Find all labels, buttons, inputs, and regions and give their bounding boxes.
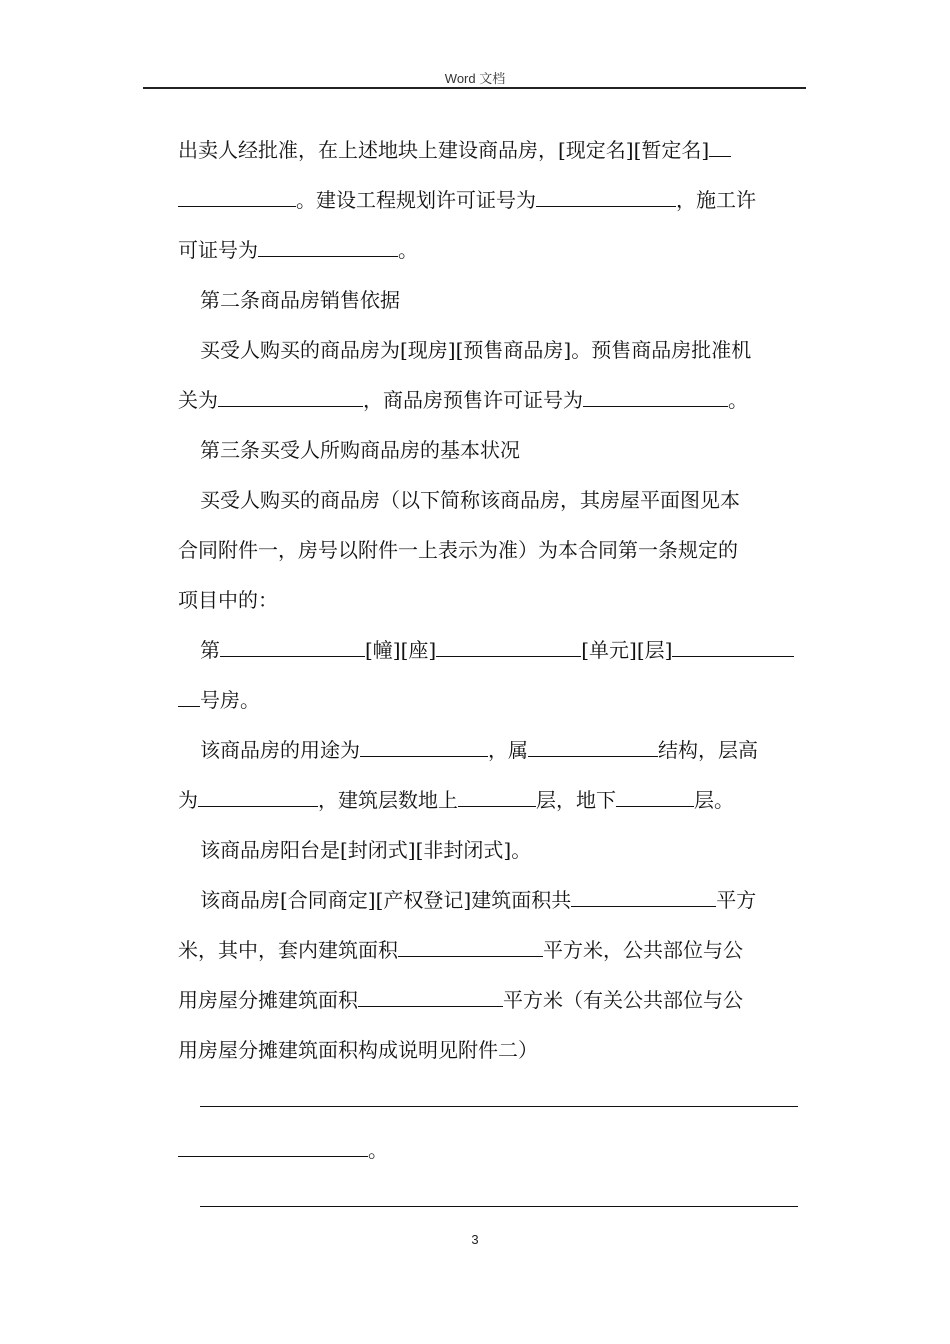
paragraph-line: 米，其中，套内建筑面积 平方米，公共部位与公 bbox=[178, 938, 743, 962]
blank-field bbox=[220, 636, 365, 657]
blank-field bbox=[536, 186, 676, 207]
blank-field bbox=[571, 886, 716, 907]
paragraph-line: 出卖人经批准，在上述地块上建设商品房，[现定名][暂定名] bbox=[178, 135, 808, 165]
blank-field bbox=[528, 736, 658, 757]
header-title: Word 文档 bbox=[444, 71, 506, 86]
section-heading: 第二条商品房销售依据 bbox=[200, 288, 400, 312]
blank-field bbox=[178, 686, 200, 707]
blank-field bbox=[200, 1086, 798, 1107]
paragraph-line: 买受人购买的商品房（以下简称该商品房，其房屋平面图见本 bbox=[200, 488, 740, 512]
blank-field bbox=[218, 386, 363, 407]
blank-field bbox=[358, 986, 503, 1007]
blank-field bbox=[583, 386, 728, 407]
blank-field bbox=[398, 936, 543, 957]
paragraph-line: 该商品房[合同商定][产权登记]建筑面积共 平方 bbox=[200, 888, 757, 912]
blank-field bbox=[178, 186, 296, 207]
section-heading: 第三条买受人所购商品房的基本状况 bbox=[200, 438, 520, 462]
paragraph-line bbox=[200, 1185, 808, 1215]
paragraph-line: 为 ，建筑层数地上 层，地下 层。 bbox=[178, 788, 734, 812]
paragraph-line: 该商品房的用途为 ，属 结构，层高 bbox=[200, 738, 758, 762]
blank-field bbox=[709, 136, 731, 157]
paragraph-line bbox=[200, 1085, 808, 1115]
blank-field bbox=[200, 1186, 798, 1207]
blank-field bbox=[436, 636, 581, 657]
blank-field bbox=[616, 786, 694, 807]
paragraph-line: 。建设工程规划许可证号为 ，施工许 bbox=[178, 185, 808, 215]
paragraph-line: 用房屋分摊建筑面积 平方米（有关公共部位与公 bbox=[178, 988, 743, 1012]
paragraph-line: 第 [幢][座] [单元][层] bbox=[200, 635, 808, 665]
paragraph-line: 。 bbox=[178, 1135, 808, 1165]
paragraph-line: 项目中的： bbox=[178, 588, 278, 612]
blank-field bbox=[360, 736, 488, 757]
blank-field bbox=[258, 236, 398, 257]
blank-field bbox=[198, 786, 318, 807]
paragraph-line: 买受人购买的商品房为[现房][预售商品房]。预售商品房批准机 bbox=[200, 338, 752, 362]
header-rule bbox=[143, 87, 806, 89]
paragraph-line: 可证号为 。 bbox=[178, 238, 418, 262]
blank-field bbox=[178, 1136, 368, 1157]
paragraph-line: 用房屋分摊建筑面积构成说明见附件二） bbox=[178, 1038, 538, 1062]
blank-field bbox=[672, 636, 794, 657]
paragraph-line: 该商品房阳台是[封闭式][非封闭式]。 bbox=[200, 838, 532, 862]
paragraph-line: 合同附件一，房号以附件一上表示为准）为本合同第一条规定的 bbox=[178, 538, 738, 562]
paragraph-line: 号房。 bbox=[178, 685, 808, 715]
paragraph-line: 关为 ，商品房预售许可证号为 。 bbox=[178, 388, 748, 412]
page-number: 3 bbox=[471, 1232, 479, 1247]
blank-field bbox=[458, 786, 536, 807]
